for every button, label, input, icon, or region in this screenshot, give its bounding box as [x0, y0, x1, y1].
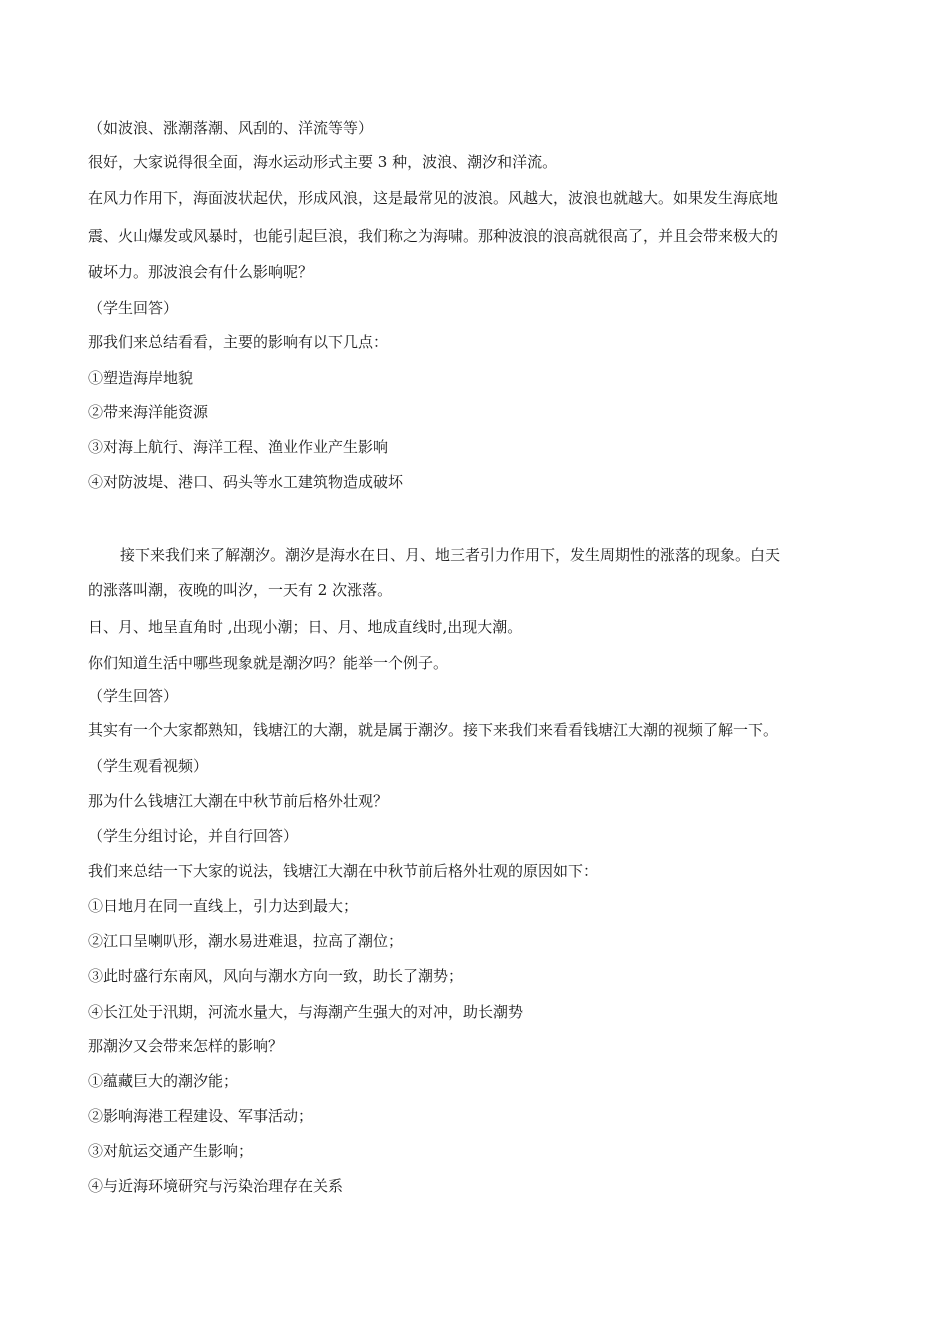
- list-item: ①日地月在同一直线上，引力达到最大；: [88, 897, 359, 915]
- list-item: ②带来海洋能资源: [88, 403, 209, 421]
- paragraph: （学生回答）: [88, 299, 179, 317]
- list-item: ②江口呈喇叭形，潮水易进难退，拉高了潮位；: [88, 932, 404, 950]
- paragraph: 很好，大家说得很全面，海水运动形式主要 3 种，波浪、潮汐和洋流。: [88, 153, 558, 171]
- paragraph-line: 接下来我们来了解潮汐。潮汐是海水在日、月、地三者引力作用下，发生周期性的涨落的现象。白天: [120, 546, 781, 564]
- paragraph: （学生分组讨论，并自行回答）: [88, 827, 299, 845]
- paragraph-line: 破坏力。那波浪会有什么影响呢？: [88, 263, 314, 281]
- paragraph: 那为什么钱塘江大潮在中秋节前后格外壮观？: [88, 792, 389, 810]
- paragraph: （学生回答）: [88, 687, 179, 705]
- paragraph-line: 震、火山爆发或风暴时，也能引起巨浪，我们称之为海啸。那种波浪的浪高就很高了，并且会带来极大的: [88, 227, 779, 245]
- paragraph: （如波浪、涨潮落潮、风刮的、洋流等等）: [88, 119, 374, 137]
- paragraph: （学生观看视频）: [88, 757, 209, 775]
- paragraph-line: 的涨落叫潮，夜晚的叫汐，一天有 2 次涨落。: [88, 581, 393, 599]
- list-item: ③对海上航行、海洋工程、渔业作业产生影响: [88, 438, 389, 456]
- list-item: ③此时盛行东南风，风向与潮水方向一致，助长了潮势；: [88, 967, 464, 985]
- list-item: ④长江处于汛期，河流水量大，与海潮产生强大的对冲，助长潮势: [88, 1003, 524, 1021]
- paragraph: 那我们来总结看看，主要的影响有以下几点：: [88, 333, 389, 351]
- list-item: ④与近海环境研究与污染治理存在关系: [88, 1177, 344, 1195]
- list-item: ①蕴藏巨大的潮汐能；: [88, 1072, 239, 1090]
- list-item: ②影响海港工程建设、军事活动；: [88, 1107, 314, 1125]
- paragraph: 你们知道生活中哪些现象就是潮汐吗？能举一个例子。: [88, 654, 449, 672]
- list-item: ①塑造海岸地貌: [88, 369, 194, 387]
- paragraph-line: 在风力作用下，海面波状起伏，形成风浪，这是最常见的波浪。风越大，波浪也就越大。如果发生海底地: [88, 189, 779, 207]
- paragraph: 日、月、地呈直角时 ,出现小潮；日、月、地成直线时,出现大潮。: [88, 618, 523, 636]
- list-item: ③对航运交通产生影响；: [88, 1142, 254, 1160]
- paragraph: 其实有一个大家都熟知，钱塘江的大潮，就是属于潮汐。接下来我们来看看钱塘江大潮的视频了解一下。: [88, 721, 779, 739]
- paragraph: 那潮汐又会带来怎样的影响？: [88, 1037, 284, 1055]
- list-item: ④对防波堤、港口、码头等水工建筑物造成破坏: [88, 473, 404, 491]
- paragraph: 我们来总结一下大家的说法，钱塘江大潮在中秋节前后格外壮观的原因如下：: [88, 862, 599, 880]
